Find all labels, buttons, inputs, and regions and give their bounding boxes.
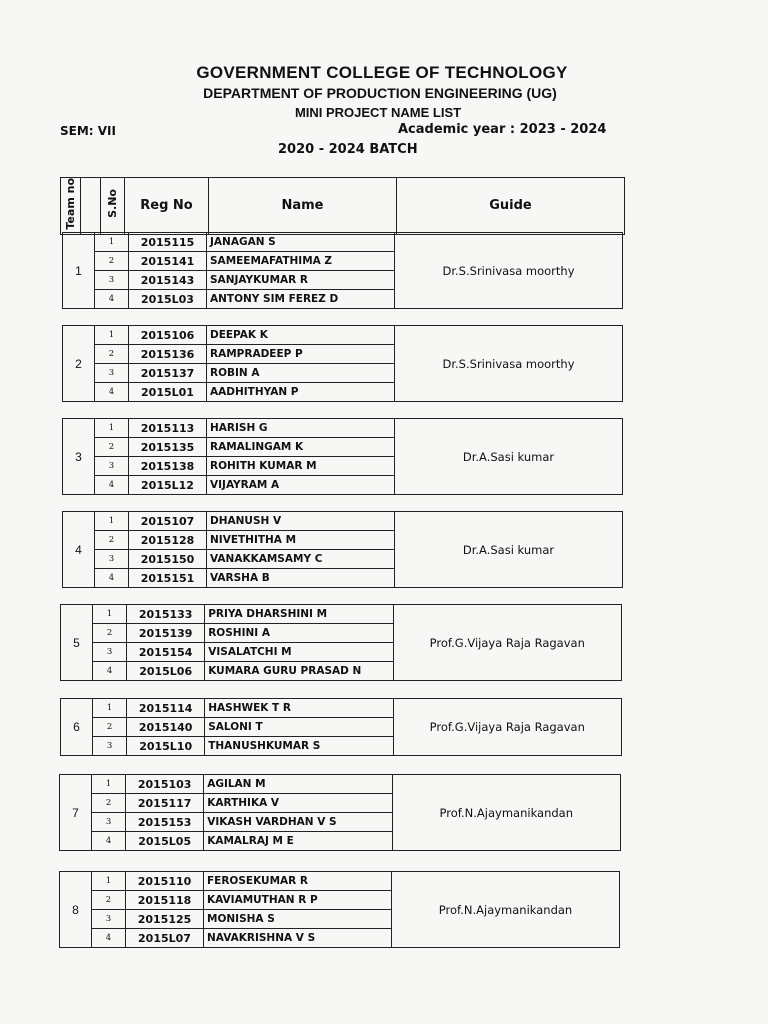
table-row [63,326,623,345]
reg-number: 2015107 [129,512,207,531]
reg-number: 2015150 [129,550,207,569]
student-name: JANAGAN S [207,233,395,252]
team-number: 3 [63,419,95,495]
student-name: AADHITHYAN P [207,383,395,402]
serial-number: 4 [93,662,127,681]
serial-no-header [101,178,125,235]
serial-number: 1 [95,419,129,438]
serial-number: 1 [93,699,127,718]
team-number: 4 [63,512,95,588]
team-table [62,232,623,309]
serial-number: 4 [92,929,126,948]
team-table [60,604,622,681]
team-number: 6 [61,699,93,756]
serial-number: 2 [95,438,129,457]
student-name: KARTHIKA V [204,794,392,813]
team-table [62,511,623,588]
reg-number: 2015115 [129,233,207,252]
guide-name: Prof.N.Ajaymanikandan [392,775,620,851]
serial-number: 2 [93,718,127,737]
team-number: 8 [60,872,92,948]
serial-number: 1 [92,872,126,891]
team-no-header-text: Team no [64,178,77,230]
team-number: 7 [60,775,92,851]
serial-number: 1 [95,512,129,531]
serial-number: 3 [95,364,129,383]
student-name: VIJAYRAM A [207,476,395,495]
reg-number: 2015118 [126,891,204,910]
reg-number: 2015133 [127,605,205,624]
student-name: DHANUSH V [207,512,395,531]
student-name: THANUSHKUMAR S [205,737,393,756]
guide-name: Dr.S.Srinivasa moorthy [395,326,623,402]
student-name: AGILAN M [204,775,392,794]
serial-number: 3 [93,737,127,756]
serial-number: 4 [95,290,129,309]
serial-number: 4 [92,832,126,851]
student-name: KAMALRAJ M E [204,832,392,851]
team-table [59,774,621,851]
student-name: ROHITH KUMAR M [207,457,395,476]
table-row [60,872,620,891]
reg-number: 2015L03 [129,290,207,309]
guide-name: Dr.A.Sasi kumar [395,512,623,588]
student-name: DEEPAK K [207,326,395,345]
student-name: HARISH G [207,419,395,438]
academic-year-label: Academic year : 2023 - 2024 [398,122,607,137]
serial-number: 3 [95,457,129,476]
reg-number: 2015L01 [129,383,207,402]
student-name: PRIYA DHARSHINI M [205,605,393,624]
serial-number: 3 [95,271,129,290]
table-row [61,699,622,718]
table-row [63,233,623,252]
serial-number: 1 [95,326,129,345]
student-name: VIKASH VARDHAN V S [204,813,392,832]
reg-number: 2015151 [129,569,207,588]
department-title: DEPARTMENT OF PRODUCTION ENGINEERING (UG) [203,85,557,101]
serial-number: 2 [92,794,126,813]
guide-name: Prof.N.Ajaymanikandan [392,872,620,948]
reg-number: 2015135 [129,438,207,457]
reg-number: 2015153 [126,813,204,832]
college-title: GOVERNMENT COLLEGE OF TECHNOLOGY [196,63,568,82]
student-name: ANTONY SIM FEREZ D [207,290,395,309]
guide-name: Prof.G.Vijaya Raja Ragavan [393,699,621,756]
serial-number: 3 [93,643,127,662]
reg-number: 2015103 [126,775,204,794]
student-name: KUMARA GURU PRASAD N [205,662,393,681]
team-no-header [61,178,81,235]
reg-number: 2015113 [129,419,207,438]
student-name: NAVAKRISHNA V S [204,929,392,948]
guide-name: Dr.A.Sasi kumar [395,419,623,495]
student-name: NIVETHITHA M [207,531,395,550]
team-table [62,418,623,495]
guide-name: Prof.G.Vijaya Raja Ragavan [393,605,621,681]
semester-label: SEM: VII [60,124,116,138]
reg-number: 2015154 [127,643,205,662]
reg-number: 2015L05 [126,832,204,851]
serial-number: 2 [95,345,129,364]
student-name: SALONI T [205,718,393,737]
student-name: ROSHINI A [205,624,393,643]
reg-number: 2015L06 [127,662,205,681]
reg-number: 2015137 [129,364,207,383]
serial-number: 4 [95,569,129,588]
reg-number: 2015125 [126,910,204,929]
serial-number: 3 [92,813,126,832]
list-title: MINI PROJECT NAME LIST [294,105,462,120]
student-name: VANAKKAMSAMY C [207,550,395,569]
serial-number: 3 [92,910,126,929]
reg-number: 2015106 [129,326,207,345]
student-name: MONISHA S [204,910,392,929]
guide-header: Guide [397,178,625,235]
reg-number: 2015138 [129,457,207,476]
reg-no-header: Reg No [125,178,209,235]
table-row [63,419,623,438]
student-name: FEROSEKUMAR R [204,872,392,891]
team-number: 2 [63,326,95,402]
reg-number: 2015L12 [129,476,207,495]
serial-number: 3 [95,550,129,569]
student-name: HASHWEK T R [205,699,393,718]
reg-number: 2015117 [126,794,204,813]
serial-number: 1 [95,233,129,252]
serial-number: 2 [95,531,129,550]
student-name: KAVIAMUTHAN R P [204,891,392,910]
student-name: SAMEEMAFATHIMA Z [207,252,395,271]
serial-no-header-text: S.No [106,189,119,219]
serial-number: 1 [92,775,126,794]
team-table [60,698,622,756]
reg-number: 2015139 [127,624,205,643]
guide-name: Dr.S.Srinivasa moorthy [395,233,623,309]
serial-number: 4 [95,383,129,402]
student-name: RAMPRADEEP P [207,345,395,364]
reg-number: 2015128 [129,531,207,550]
reg-number: 2015143 [129,271,207,290]
student-name: VISALATCHI M [205,643,393,662]
serial-number: 1 [93,605,127,624]
serial-number: 4 [95,476,129,495]
serial-number: 2 [93,624,127,643]
name-header: Name [209,178,397,235]
column-header-table [60,177,625,235]
student-name: VARSHA B [207,569,395,588]
student-name: ROBIN A [207,364,395,383]
batch-label: 2020 - 2024 BATCH [278,142,418,157]
student-name: SANJAYKUMAR R [207,271,395,290]
reg-number: 2015141 [129,252,207,271]
reg-number: 2015140 [127,718,205,737]
table-row [61,605,622,624]
serial-number: 2 [92,891,126,910]
team-number: 1 [63,233,95,309]
student-name: RAMALINGAM K [207,438,395,457]
table-row [63,512,623,531]
team-number: 5 [61,605,93,681]
reg-number: 2015L07 [126,929,204,948]
team-table [62,325,623,402]
serial-number: 2 [95,252,129,271]
header-spacer [81,178,101,235]
reg-number: 2015136 [129,345,207,364]
team-table [59,871,620,948]
table-row [60,775,621,794]
reg-number: 2015L10 [127,737,205,756]
reg-number: 2015114 [127,699,205,718]
reg-number: 2015110 [126,872,204,891]
